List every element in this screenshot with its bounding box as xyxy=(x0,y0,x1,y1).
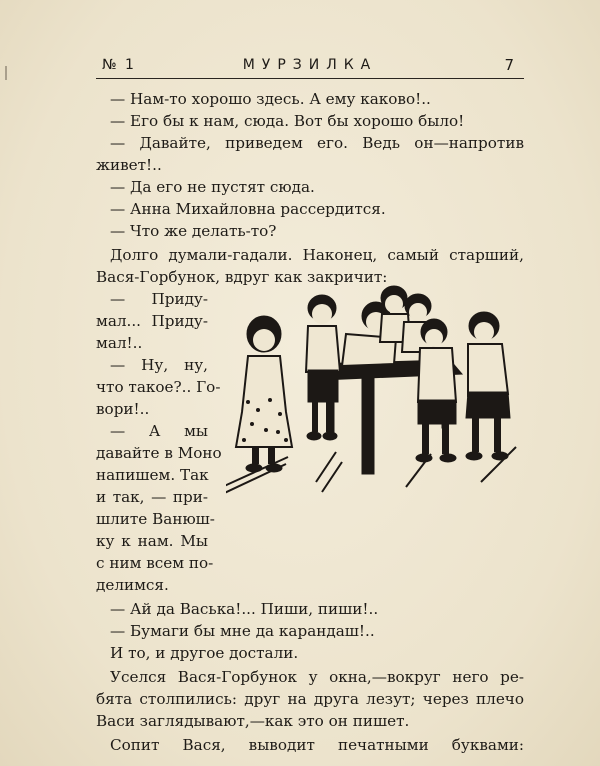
side-text-line: вори!.. xyxy=(96,400,150,418)
side-text-line: мал!.. xyxy=(96,334,143,352)
side-text-line: напишем. Так xyxy=(96,466,209,484)
running-header xyxy=(96,56,524,79)
side-text-line: с ним всем по- xyxy=(96,554,214,572)
page-edge-mark xyxy=(5,66,7,80)
text-line: И то, и другое достали. xyxy=(110,644,299,662)
text-line: — Бумаги бы мне да карандаш!.. xyxy=(110,622,375,640)
text-line: Сопит Вася, выводит печатными буквами: xyxy=(110,736,524,754)
text-line: Уселся Вася-Горбунок у окна,—вокруг него ре- xyxy=(110,668,524,686)
side-text-line: ку к нам. Мы xyxy=(96,532,208,550)
side-text-line: мал... Приду- xyxy=(96,312,208,330)
issue-number: № 1 xyxy=(102,57,136,73)
text-line: Вася-Горбунок, вдруг как закричит: xyxy=(96,268,388,286)
boy-figure-6 xyxy=(466,312,510,460)
text-line: — Его бы к нам, сюда. Вот бы хорошо было! xyxy=(110,112,465,130)
children-illustration xyxy=(226,282,524,502)
text-line: Долго думали-гадали. Наконец, самый старший, xyxy=(110,246,524,264)
text-line: — Анна Михайловна рассердится. xyxy=(110,200,386,218)
text-line: — Нам-то хорошо здесь. А ему каково!.. xyxy=(110,90,431,108)
side-text-line: — Приду- xyxy=(110,290,208,308)
text-line: — Что же делать-то? xyxy=(110,222,277,240)
text-line: Васи заглядывают,—как это он пишет. xyxy=(96,712,410,730)
text-line: — Ай да Васька!... Пиши, пиши!.. xyxy=(110,600,379,618)
page-number: 7 xyxy=(504,56,514,74)
side-text-line: — А мы xyxy=(110,422,208,440)
text-line: — Давайте, приведем его. Ведь он—напротив xyxy=(110,134,524,152)
text-line: — Да его не пустят сюда. xyxy=(110,178,315,196)
side-text-line: делимся. xyxy=(96,576,169,594)
side-text-line: давайте в Моно xyxy=(96,444,222,462)
side-text-line: — Ну, ну, xyxy=(110,356,208,374)
girl-figure xyxy=(236,316,292,472)
text-line: бята столпились: друг на друга лезут; через плечо xyxy=(96,690,524,708)
boy-figure-1 xyxy=(306,295,340,440)
side-text-line: что такое?.. Го- xyxy=(96,378,221,396)
side-text-line: и так, — при- xyxy=(96,488,208,506)
text-line: живет!.. xyxy=(96,156,162,174)
magazine-title: МУРЗИЛКА xyxy=(242,57,378,73)
side-text-line: шлите Ванюш- xyxy=(96,510,215,528)
